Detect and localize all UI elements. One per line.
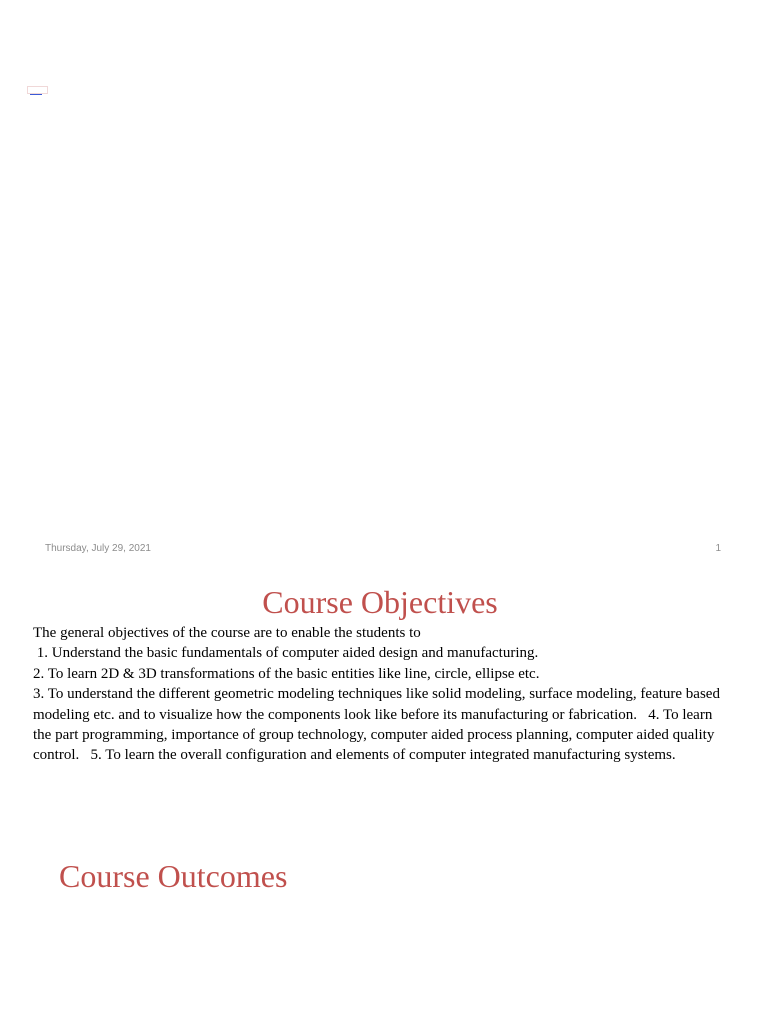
placeholder-underline xyxy=(30,94,42,95)
corner-placeholder-mark xyxy=(27,86,48,95)
slide-footer xyxy=(45,543,723,557)
page-number: 1 xyxy=(715,543,721,554)
objective-item: 3. To understand the different geometric modeling techniques like solid modeling, surface modeling, feature based modeling etc. and to visualize how the components look like before its manufacturing or fabrication. 4. To learn the part programming, importance of group technology, computer aided process planning, computer aided quality control. 5. To learn the overall configuration and elements of computer integrated manufacturing systems. xyxy=(33,686,724,764)
objectives-intro: The general objectives of the course are to enable the students to xyxy=(33,625,421,641)
course-objectives-body xyxy=(33,623,733,766)
objective-item: 1. Understand the basic fundamentals of computer aided design and manufacturing. xyxy=(33,645,539,662)
footer-date: Thursday, July 29, 2021 xyxy=(45,543,151,554)
course-objectives-heading: Course Objectives xyxy=(262,584,498,620)
objective-item: 2. To learn 2D & 3D transformations of the basic entities like line, circle, ellipse etc. xyxy=(33,665,540,682)
placeholder-box xyxy=(27,86,48,94)
course-outcomes-heading: Course Outcomes xyxy=(59,858,288,894)
